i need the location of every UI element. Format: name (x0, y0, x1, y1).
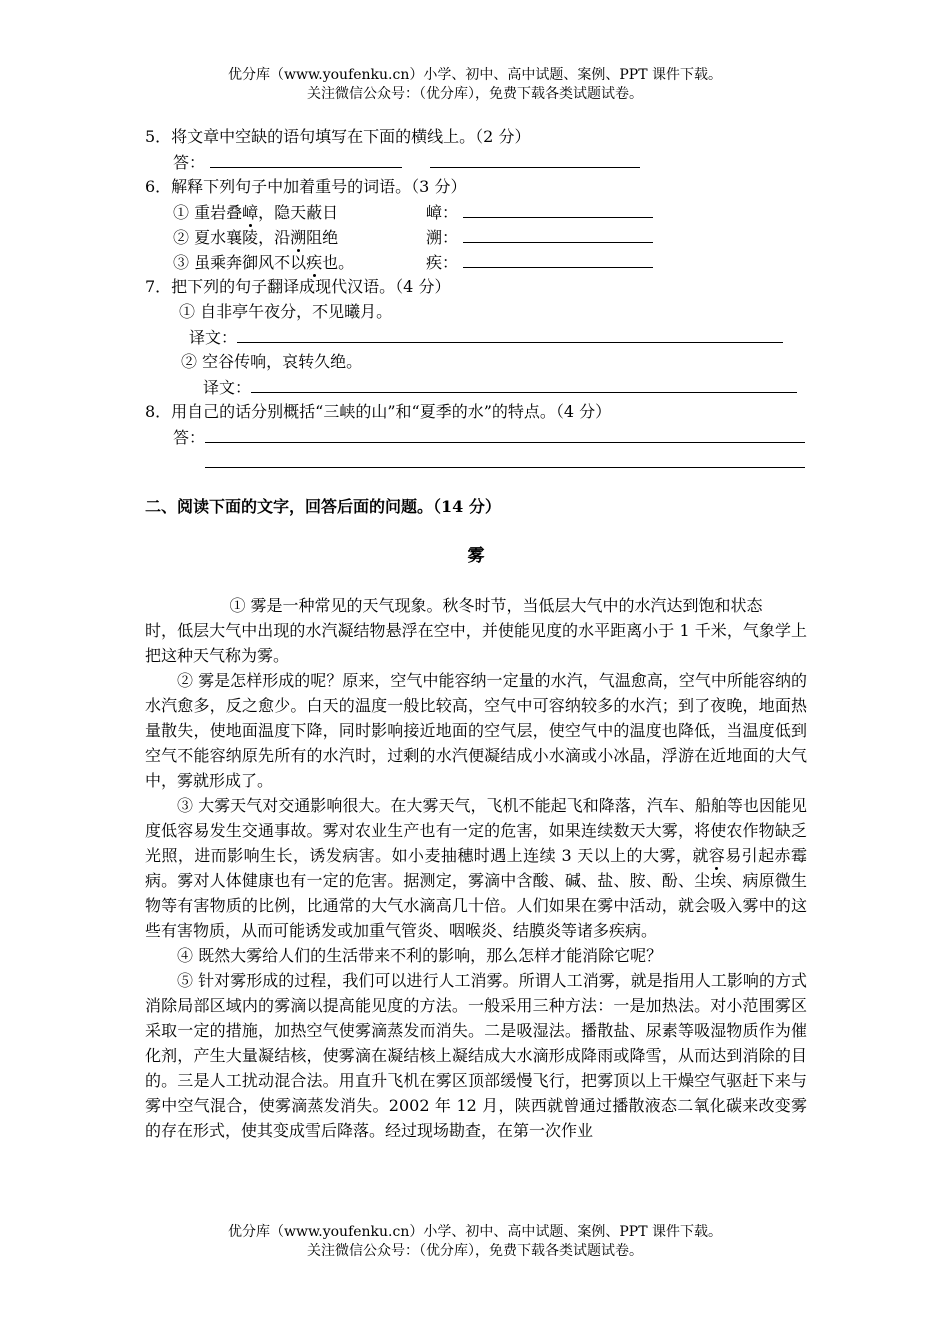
sentence-text: ，隐天蔽日 (258, 203, 339, 222)
answer-blank-1[interactable] (205, 424, 805, 443)
question-8-answer-line-2 (145, 449, 807, 474)
article-paragraph-1: 时，低层大气中出现的水汽凝结物悬浮在空中，并使能见度的水平距离小于 1 千米，气象学上把这种天气称为雾。 (145, 621, 807, 665)
question-5-answer (145, 149, 807, 174)
question-7-translation-2 (145, 374, 807, 399)
sentence-text: ② 空谷传响，哀转久绝。 (181, 352, 363, 371)
answer-blank-2[interactable] (430, 149, 640, 168)
question-6 (145, 174, 807, 199)
page-header (0, 66, 950, 104)
question-7-sentence-1 (145, 299, 807, 324)
question-8-text: 8．用自己的话分别概括“三峡的山”和“夏季的水”的特点。（4 分） (145, 402, 612, 421)
question-7-text: 7．把下列的句子翻译成现代汉语。（4 分） (145, 277, 451, 296)
answer-label: 答： (173, 153, 206, 172)
word-key: 疾： (426, 253, 459, 272)
word-key: 溯： (426, 228, 459, 247)
header-line-1: 优分库（www.youfenku.cn）小学、初中、高中试题、案例、PPT 课件下载。 (227, 67, 722, 83)
sentence-text: ① 重岩叠 (173, 203, 243, 222)
sentence-text: ① 自非亭午夜分，不见曦月。 (179, 302, 393, 321)
answer-blank[interactable] (463, 249, 653, 268)
article-title: 雾 (467, 546, 485, 566)
question-7-sentence-2 (145, 349, 807, 374)
answer-blank-1[interactable] (210, 149, 402, 168)
question-8 (145, 399, 807, 424)
footer-line-2: 关注微信公众号：（优分库），免费下载各类试题试卷。 (307, 1243, 643, 1259)
footer-line-1: 优分库（www.youfenku.cn）小学、初中、高中试题、案例、PPT 课件下载。 (227, 1224, 722, 1240)
dotted-word: 嶂 (242, 203, 259, 222)
answer-label: 答： (173, 428, 206, 447)
answer-blank[interactable] (463, 199, 653, 218)
article-paragraph-5: ⑤ 针对雾形成的过程，我们可以进行人工消雾。所谓人工消雾，就是指用人工影响的方式消除局部区域内的雾滴以提高能见度的方法。一般采用三种方法：一是加热法。对小范围雾区采取一定的措施，加热空气使雾滴蒸发而消失。二是吸湿法。播散盐、尿素等吸湿物质作为催化剂，产生大量凝结核，使雾滴在凝结核上凝结成大水滴形成降雨或降雪，从而达到消除的目的。三是人工扰动混合法。用直升飞机在雾区顶部缓慢飞行，把雾顶以上干燥空气驱赶下来与雾中空气混合，使雾滴蒸发消失。2002 年 12 月，陕西就曾通过播散液态二氧化碳来改变雾的存在形式，使其变成雪后降落。经过现场勘查，在第一次作业 (145, 971, 807, 1140)
translation-label: 译文： (203, 378, 252, 397)
translation-blank[interactable] (237, 324, 783, 343)
word-key: 嶂： (426, 203, 459, 222)
article-paragraph-3: ③ 大雾天气对交通影响很大。在大雾天气，飞机不能起飞和降落，汽车、船舶等也因能见度低容易发生交通事故。雾对农业生产也有一定的危害，如果连续数天大雾，将使农作物缺乏光照，进而影响生长，诱发病害。如小麦抽穗时遇上连续 3 天以上的大雾，就容易引起赤霉病。雾对人体健康也有一定的危害。据测定，雾滴中含酸、碱、盐、胺、酚、尘埃、病原微生物等有害物质的比例，比通常的大气水滴高几十倍。人们如果在雾中活动，就会吸入雾中的这些有害物质，从而可能诱发或加重气管炎、咽喉炎、结膜炎等诸多疾病。 (145, 796, 807, 940)
page-footer (0, 1223, 950, 1261)
sentence-text: ③ 虽乘奔御风不以 (173, 253, 307, 272)
section-2-heading: 二、阅读下面的文字，回答后面的问题。（14 分） (145, 497, 501, 516)
question-6-item-1 (145, 199, 807, 224)
dotted-word: 疾 (306, 253, 323, 272)
question-6-item-3 (145, 249, 807, 274)
question-7-translation-1 (145, 324, 807, 349)
sentence-text: ② 夏水襄陵，沿 (173, 228, 291, 247)
question-5-text: 5．将文章中空缺的语句填写在下面的横线上。（2 分） (145, 127, 531, 146)
answer-blank-2[interactable] (205, 449, 805, 468)
sentence-text: 也。 (322, 253, 355, 272)
header-line-2: 关注微信公众号：（优分库），免费下载各类试题试卷。 (307, 86, 643, 102)
question-6-text: 6．解释下列句子中加着重号的词语。（3 分） (145, 177, 467, 196)
dotted-word: 溯 (290, 228, 307, 247)
article-paragraph-2: ② 雾是怎样形成的呢？原来，空气中能容纳一定量的水汽，气温愈高，空气中所能容纳的水汽愈多，反之愈少。白天的温度一般比较高，空气中可容纳较多的水汽；到了夜晚，地面热量散失，使地面温度下降，同时影响接近地面的空气层，使空气中的温度也降低，当温度低到空气不能容纳原先所有的水汽时，过剩的水汽便凝结成小水滴或小冰晶，浮游在近地面的大气中，雾就形成了。 (145, 671, 807, 790)
sentence-text: 阻绝 (306, 228, 339, 247)
translation-label: 译文： (189, 328, 238, 347)
question-6-item-2 (145, 224, 807, 249)
translation-blank[interactable] (251, 374, 797, 393)
answer-blank[interactable] (463, 224, 653, 243)
page-content (145, 124, 807, 1143)
question-5 (145, 124, 807, 149)
article-paragraph-1-line-1: ① 雾是一种常见的天气现象。秋冬时节，当低层大气中的水汽达到饱和状态 (229, 596, 763, 615)
dotted-word: 容 (708, 846, 726, 865)
question-7 (145, 274, 807, 299)
question-8-answer (145, 424, 807, 449)
article-paragraph-4: ④ 既然大雾给人们的生活带来不利的影响，那么怎样才能消除它呢？ (177, 946, 663, 965)
